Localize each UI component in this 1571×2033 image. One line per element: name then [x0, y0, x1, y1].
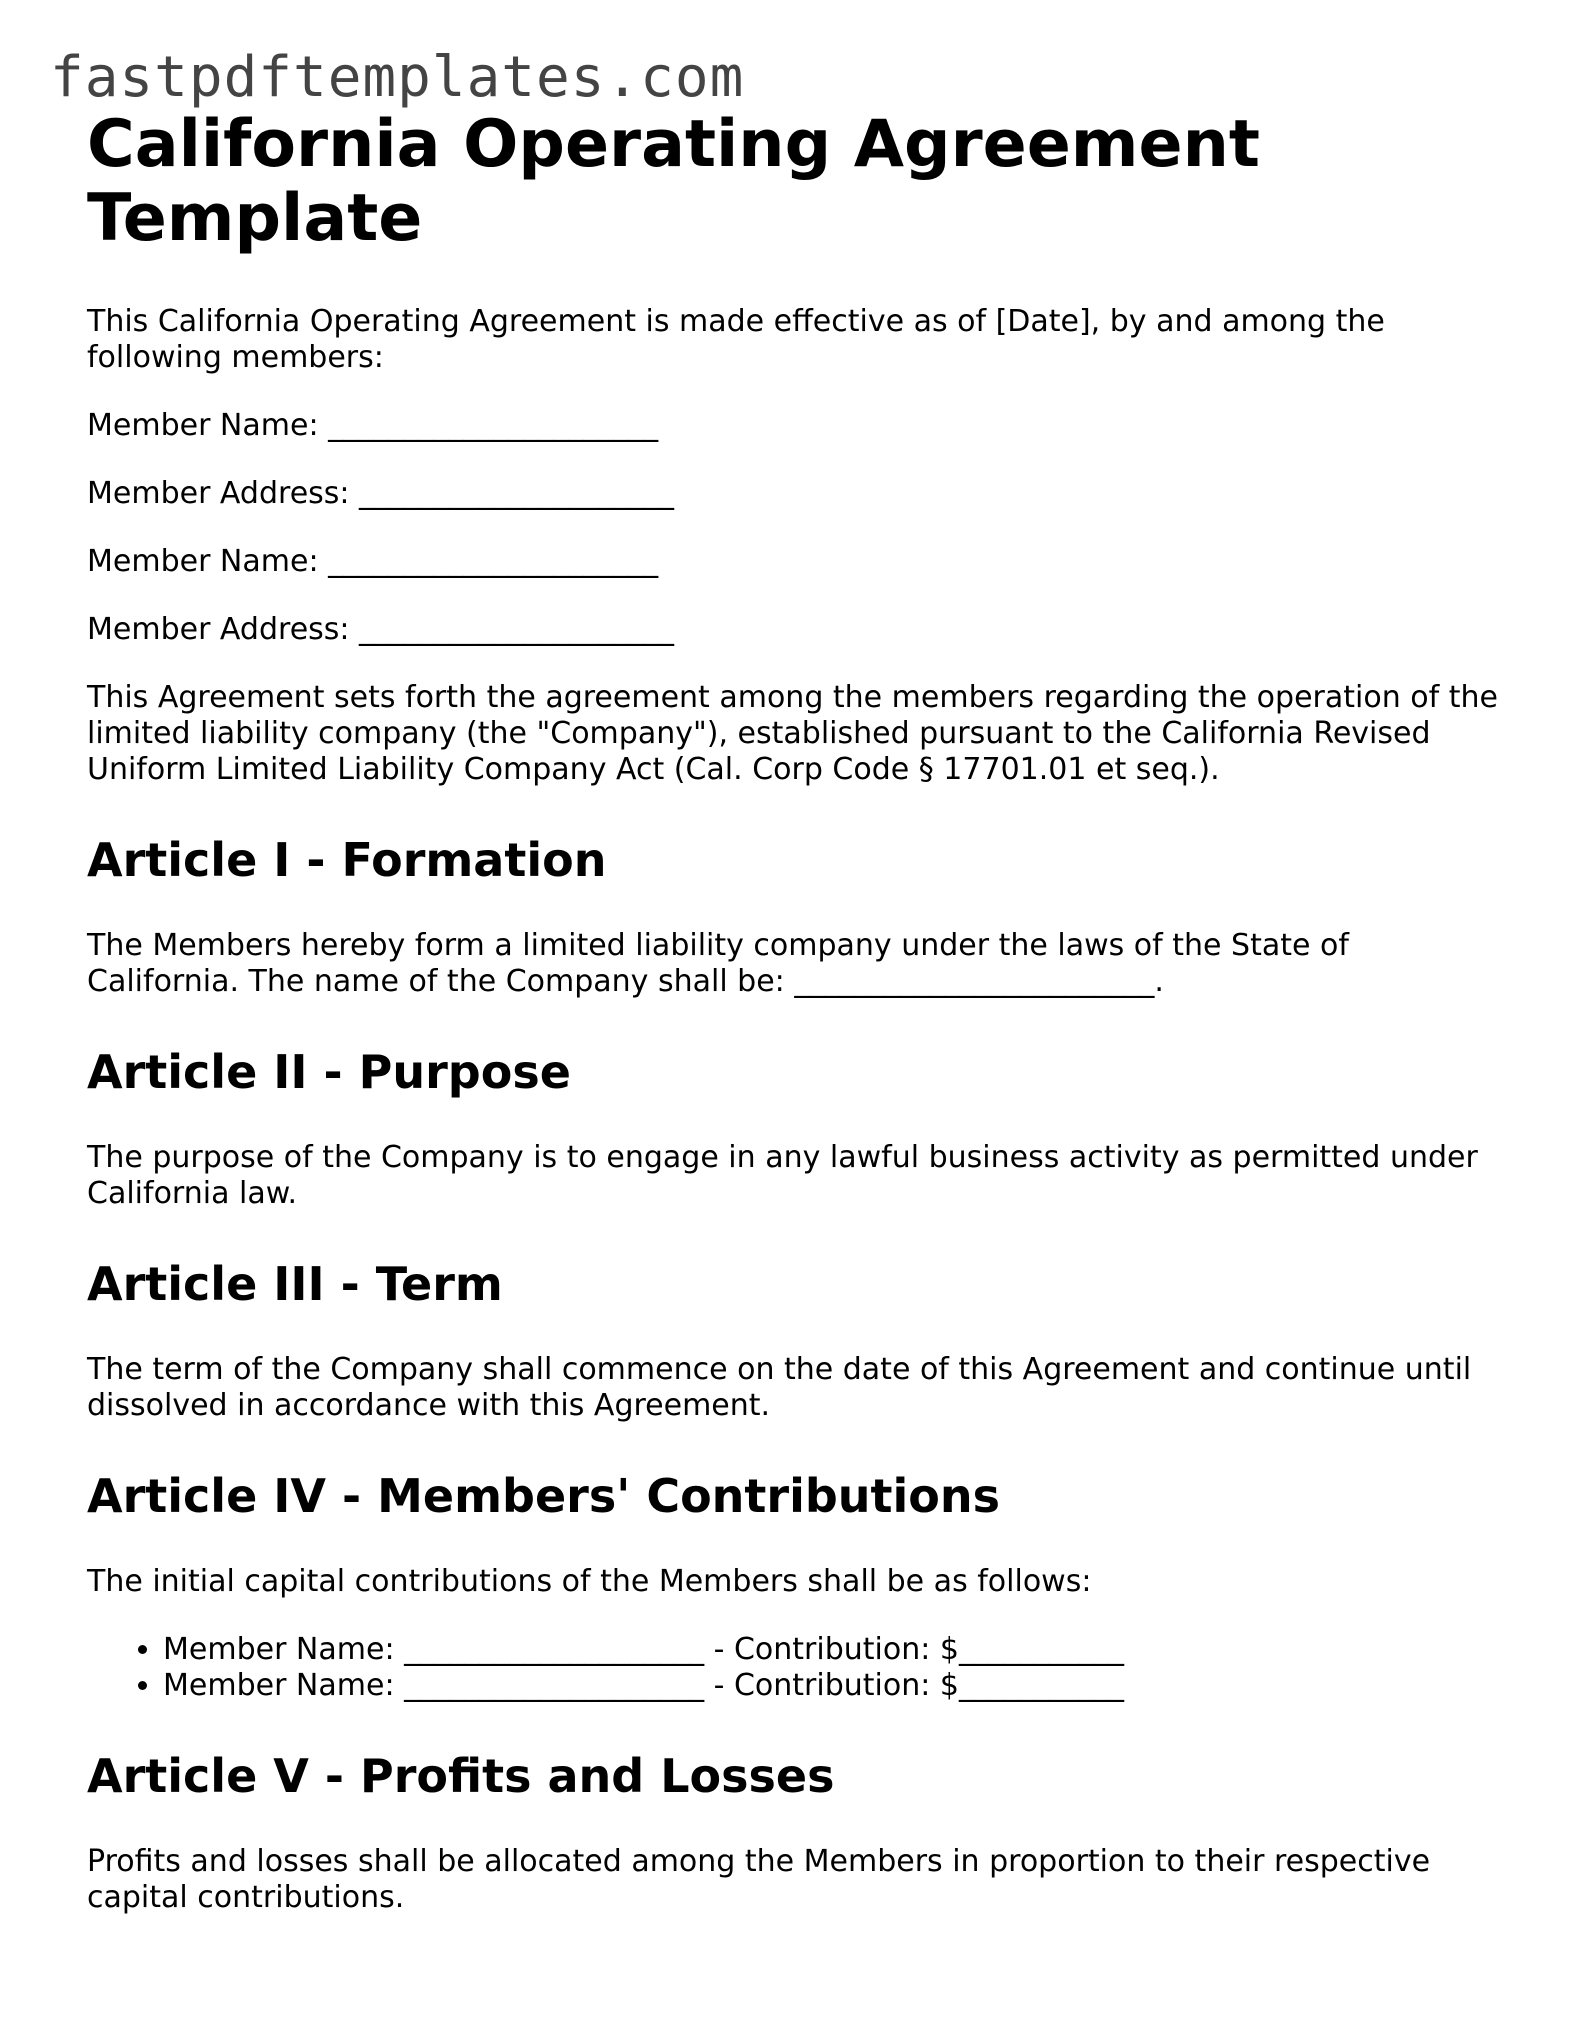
contribution-item[interactable]: • Member Name: ____________________ - Contribution: $___________ [163, 1668, 1507, 1704]
article-heading: Article II - Purpose [87, 1045, 571, 1099]
watermark: fastpdftemplates.com [50, 45, 745, 110]
member-name-field[interactable]: Member Name: ______________________ [87, 408, 659, 443]
document-title: California Operating Agreement Template [87, 107, 1260, 256]
member-address-field[interactable]: Member Address: _____________________ [87, 612, 675, 647]
member-address-field[interactable]: Member Address: _____________________ [87, 476, 675, 511]
article-text: The purpose of the Company is to engage in any lawful business activity as permitted under California law. [87, 1140, 1478, 1211]
member-name-field[interactable]: Member Name: ______________________ [87, 544, 659, 579]
article-heading: Article III - Term [87, 1257, 503, 1311]
article-heading: Article V - Profits and Losses [87, 1749, 835, 1803]
agreement-paragraph: This Agreement sets forth the agreement among the members regarding the operation of the limited liability company (the "Company"), established pursuant to the California Revised Uniform Limited Liability Company Act (Cal. Corp Code § 17701.01 et seq.). [87, 680, 1498, 787]
article-text: Profits and losses shall be allocated among the Members in proportion to their respective capital contributions. [87, 1844, 1431, 1915]
contribution-item[interactable]: • Member Name: ____________________ - Contribution: $___________ [163, 1632, 1507, 1668]
contribution-list [87, 1632, 1507, 1704]
article-text: The initial capital contributions of the Members shall be as follows: [87, 1564, 1092, 1599]
article-heading: Article IV - Members' Contributions [87, 1469, 1001, 1523]
article-text: The Members hereby form a limited liability company under the laws of the State of California. The name of the Company shall be: ________________________. [87, 928, 1349, 999]
intro-paragraph: This California Operating Agreement is made effective as of [Date], by and among the following members: [87, 304, 1385, 375]
document-body [87, 108, 1507, 1948]
article-heading: Article I - Formation [87, 833, 607, 887]
article-text: The term of the Company shall commence on the date of this Agreement and continue until dissolved in accordance with this Agreement. [87, 1352, 1472, 1423]
